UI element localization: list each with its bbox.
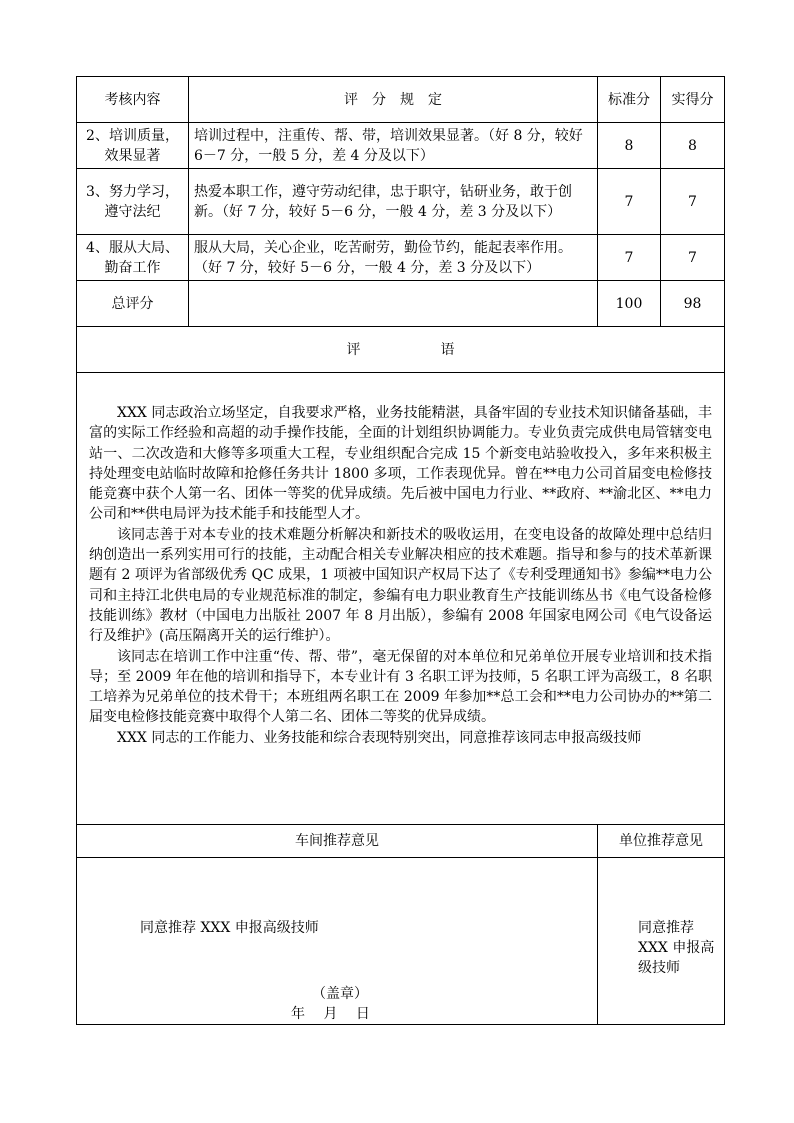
unit-opinion <box>598 858 725 1025</box>
table-row <box>77 235 725 281</box>
table-row <box>77 169 725 235</box>
row-content-line1: 4、服从大局、 <box>86 239 179 256</box>
row-content-line1: 3、努力学习， <box>86 183 179 200</box>
row-rule: 培训过程中，注重传、帮、带，培训效果显著。（好 8 分，较好 6－7 分，一般 5 分，差 4 分及以下） <box>189 123 598 169</box>
workshop-opinion <box>77 858 598 1025</box>
comments-body-row <box>77 373 725 825</box>
row-rule: 热爱本职工作，遵守劳动纪律，忠于职守，钻研业务，敢于创新。（好 7 分，较好 5－6 分，一般 4 分，差 3 分及以下） <box>189 169 598 235</box>
unit-opinion-text: 同意推荐 XXX 申报高级技师 <box>638 920 715 976</box>
recommendation-title-row <box>77 825 725 858</box>
comments-title-row <box>77 327 725 373</box>
row-content <box>77 123 189 169</box>
header-rule: 评 分 规 定 <box>189 77 598 123</box>
workshop-title: 车间推荐意见 <box>77 825 598 858</box>
total-actual: 98 <box>661 281 725 327</box>
row-actual: 7 <box>661 235 725 281</box>
comment-paragraph: 该同志善于对本专业的技术难题分析解决和新技术的吸收运用，在变电设备的故障处理中总结归纳创造出一系列实用可行的技能，主动配合相关专业解决相应的技术难题。指导和参与的技术革新课题有 2 项评为省部级优秀 QC 成果，1 项被中国知识产权局下达了《专利受理通知书》参编**电力公司和主持江北供电局的专业规范标准的制定，参编有电力职业教育生产技能训练丛书《电气设备检修技能训练》教材（中国电力出版社 2007 年 8 月出版），参编有 2008 年国家电网公司《电气设备运行及维护》(高压隔离开关的运行维护）。 <box>89 526 712 645</box>
total-label: 总评分 <box>77 281 189 327</box>
row-standard: 7 <box>598 169 661 235</box>
row-content <box>77 235 189 281</box>
row-content-line2: 效果显著 <box>104 147 161 164</box>
recommendation-body-row <box>77 858 725 1025</box>
row-actual: 8 <box>661 123 725 169</box>
workshop-date: 年 月 日 <box>291 1006 370 1022</box>
row-content <box>77 169 189 235</box>
total-row <box>77 281 725 327</box>
header-actual: 实得分 <box>661 77 725 123</box>
header-content: 考核内容 <box>77 77 189 123</box>
workshop-seal: （盖章） <box>312 986 368 1002</box>
comment-paragraph: XXX 同志政治立场坚定，自我要求严格，业务技能精湛，具备牢固的专业技术知识储备基础，丰富的实际工作经验和高超的动手操作技能，全面的计划组织协调能力。专业负责完成供电局管辖变电站一、二次改造和大修等多项重大工程，专业组织配合完成 15 个新变电站验收投入，多年来积极主持处理变电站临时故障和抢修任务共计 1800 多项，工作表现优异。曾在**电力公司首届变电检修技能竞赛中获个人第一名、团体一等奖的优异成绩。先后被中国电力行业、**政府、**渝北区、**电力公司和**供电局评为技术能手和技能型人才。 <box>89 405 712 523</box>
unit-title: 单位推荐意见 <box>598 825 725 858</box>
comment-paragraph: 该同志在培训工作中注重“传、帮、带”，毫无保留的对本单位和兄弟单位开展专业培训和技术指导；至 2009 年在他的培训和指导下，本专业计有 3 名职工评为技师，5 名职工评为高级工，8 名职工培养为兄弟单位的技术骨干；本班组两名职工在 2009 年参加**总工会和**电力公司协办的**第二届变电检修技能竞赛中取得个人第二名、团体二等奖的优异成绩。 <box>89 648 712 726</box>
row-standard: 8 <box>598 123 661 169</box>
row-rule: 服从大局，关心企业，吃苦耐劳，勤俭节约，能起表率作用。（好 7 分，较好 5－6 分，一般 4 分，差 3 分及以下） <box>189 235 598 281</box>
comment-paragraph: XXX 同志的工作能力、业务技能和综合表现特别突出，同意推荐该同志申报高级技师 <box>117 729 642 746</box>
comments-body <box>77 373 725 825</box>
row-standard: 7 <box>598 235 661 281</box>
evaluation-form-table <box>76 76 725 1025</box>
row-content-line2: 勤奋工作 <box>104 259 161 276</box>
comments-title-left: 评 <box>346 341 361 358</box>
total-rule-empty <box>189 281 598 327</box>
comments-title-right: 语 <box>440 341 455 358</box>
header-row <box>77 77 725 123</box>
row-actual: 7 <box>661 169 725 235</box>
header-standard: 标准分 <box>598 77 661 123</box>
table-row <box>77 123 725 169</box>
row-content-line1: 2、培训质量， <box>86 127 179 144</box>
row-content-line2: 遵守法纪 <box>104 203 161 220</box>
total-standard: 100 <box>598 281 661 327</box>
workshop-opinion-text: 同意推荐 XXX 申报高级技师 <box>140 920 319 936</box>
comments-title <box>77 327 725 373</box>
